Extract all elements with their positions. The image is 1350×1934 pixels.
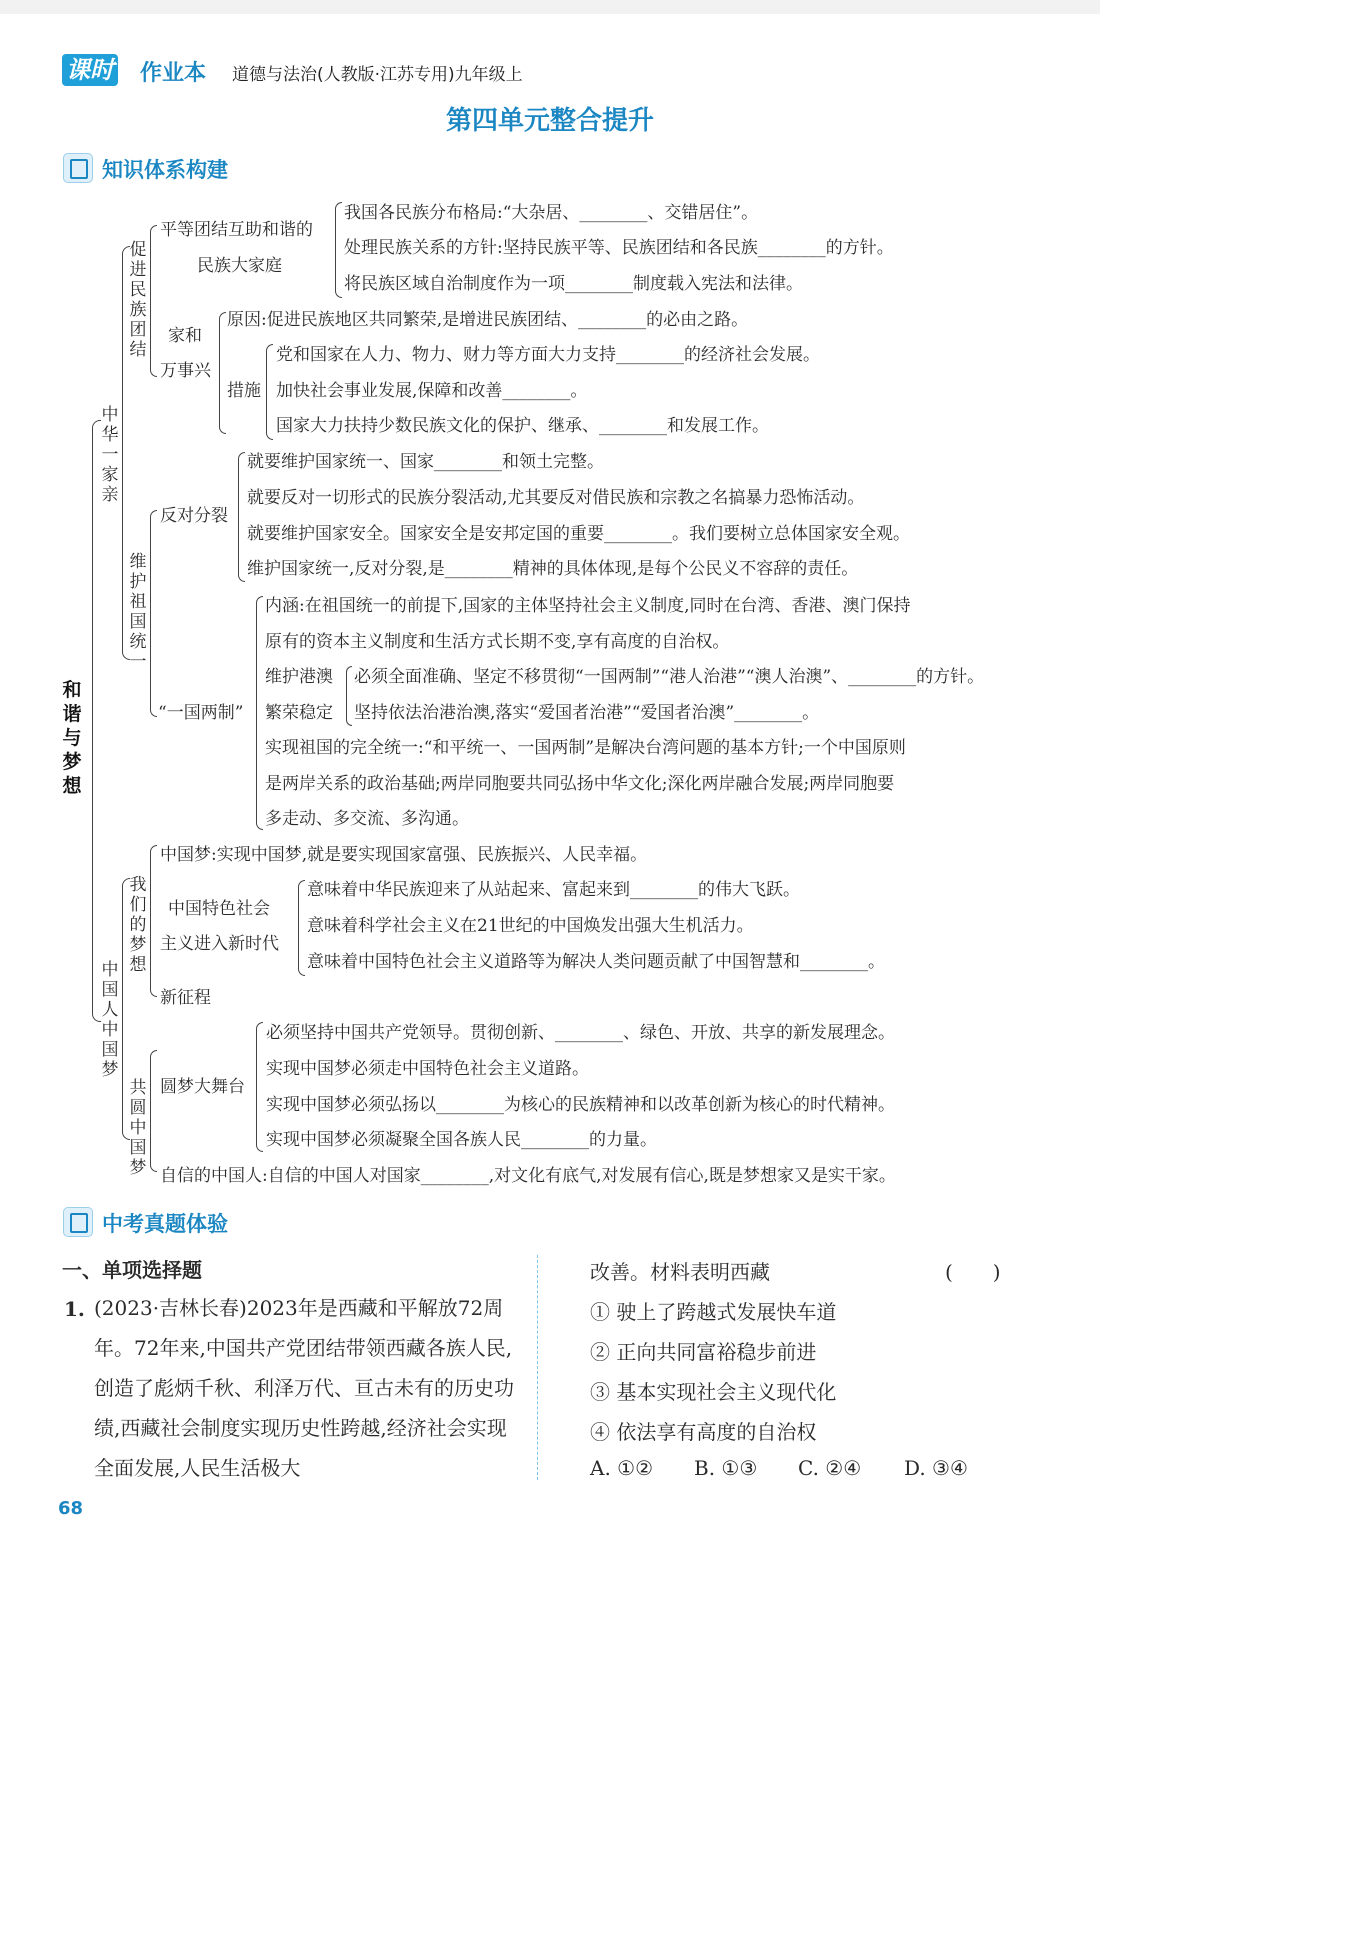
branch-b-label: 中国人中国梦 — [101, 960, 119, 1080]
exam-part-title: 一、单项选择题 — [62, 1258, 202, 1282]
top-scan-margin — [0, 0, 1100, 14]
branch-a-label: 中华一家亲 — [101, 405, 119, 505]
a2a-item-4: 维护国家统一,反对分裂,是________精神的具体体现,是每个公民义不容辞的责任。 — [247, 559, 859, 579]
b2a-item-2: 实现中国梦必须走中国特色社会主义道路。 — [266, 1059, 589, 1079]
root-bracket — [92, 420, 101, 1022]
b2a-item-4: 实现中国梦必须凝聚全国各族人民________的力量。 — [266, 1130, 657, 1150]
a1b-label-2: 万事兴 — [160, 361, 211, 381]
section-knowledge-icon — [63, 153, 93, 183]
branch-b1-label: 我们的梦想 — [129, 875, 147, 975]
statement-option-3: ③ 基本实现社会主义现代化 — [590, 1380, 837, 1404]
b1-era-bracket — [298, 880, 305, 976]
a2b-taiwan-3: 多走动、多交流、多沟通。 — [265, 809, 469, 829]
b1-dream: 中国梦:实现中国梦,就是要实现国家富强、民族振兴、人民幸福。 — [160, 845, 648, 865]
branch-b2-label: 共圆中国梦 — [129, 1078, 147, 1178]
a2b-label: “一国两制” — [158, 703, 244, 723]
a2a-label: 反对分裂 — [160, 506, 228, 526]
a1b-measure-1: 党和国家在人力、物力、财力等方面大力支持________的经济社会发展。 — [276, 345, 820, 365]
a1b-measure-2: 加快社会事业发展,保障和改善________。 — [276, 381, 588, 401]
tree-root-label: 和谐与梦想 — [62, 679, 82, 797]
answer-parentheses[interactable]: ( ) — [945, 1260, 1001, 1284]
section-knowledge-title: 知识体系构建 — [102, 158, 228, 182]
a2b-meaning-1: 内涵:在祖国统一的前提下,国家的主体坚持社会主义制度,同时在台湾、香港、澳门保持 — [265, 596, 911, 616]
a2b-hk-label-2: 繁荣稳定 — [265, 703, 333, 723]
a2a-item-2: 就要反对一切形式的民族分裂活动,尤其要反对借民族和宗教之名搞暴力恐怖活动。 — [247, 488, 865, 508]
a2b-hk-bracket — [346, 666, 352, 726]
b2a-item-3: 实现中国梦必须弘扬以________为核心的民族精神和以改革创新为核心的时代精神。 — [266, 1095, 895, 1115]
a1b-measures-bracket — [266, 344, 273, 440]
question-1-stem: (2023·吉林长春)2023年是西藏和平解放72周年。72年来,中国共产党团结带领西藏各族人民,创造了彪炳千秋、利泽万代、亘古未有的历史功绩,西藏社会制度实现历史性跨越,经济社会实现全面发展,人民生活极大 — [94, 1296, 514, 1480]
a1a-label-2: 民族大家庭 — [197, 256, 282, 276]
unit-title: 第四单元整合提升 — [445, 106, 654, 136]
b1-era-item-3: 意味着中国特色社会主义道路等为解决人类问题贡献了中国智慧和________。 — [307, 952, 885, 972]
section-exam-icon — [63, 1207, 93, 1237]
question-1-number: 1. — [64, 1297, 85, 1321]
series-title: 作业本 — [140, 61, 207, 86]
subject-title: 道德与法治(人教版·江苏专用)九年级上 — [232, 65, 523, 85]
b2a-label: 圆梦大舞台 — [160, 1077, 245, 1097]
a2b-bracket — [256, 596, 263, 830]
choice-a[interactable]: A. ①② — [590, 1456, 654, 1480]
a2a-bracket — [238, 452, 245, 582]
b2b-item: 自信的中国人:自信的中国人对国家________,对文化有底气,对发展有信心,既是梦想家又是实干家。 — [160, 1166, 896, 1186]
branch-a2-bracket — [150, 510, 157, 717]
branch-a1-bracket — [150, 225, 157, 377]
statement-option-2: ② 正向共同富裕稳步前进 — [590, 1340, 817, 1364]
choice-c[interactable]: C. ②④ — [798, 1456, 862, 1480]
branch-a1-label: 促进民族团结 — [129, 240, 147, 360]
a2b-taiwan-2: 是两岸关系的政治基础;两岸同胞要共同弘扬中华文化;深化两岸融合发展;两岸同胞要 — [265, 774, 895, 794]
statement-option-1: ① 驶上了跨越式发展快车道 — [590, 1300, 837, 1324]
branch-a2-label: 维护祖国统一 — [129, 552, 147, 672]
section-exam-title: 中考真题体验 — [102, 1212, 228, 1236]
b1-era-label-2: 主义进入新时代 — [160, 934, 279, 954]
statement-option-4: ④ 依法享有高度的自治权 — [590, 1420, 817, 1444]
a1a-item-1: 我国各民族分布格局:“大杂居、________、交错居住”。 — [344, 203, 759, 223]
a1b-measure-3: 国家大力扶持少数民族文化的保护、继承、________和发展工作。 — [276, 416, 769, 436]
a1a-item-2: 处理民族关系的方针:坚持民族平等、民族团结和各民族________的方针。 — [344, 238, 894, 258]
a1a-item-3: 将民族区域自治制度作为一项________制度载入宪法和法律。 — [344, 274, 803, 294]
b1-era-item-1: 意味着中华民族迎来了从站起来、富起来到________的伟大飞跃。 — [307, 880, 800, 900]
column-divider — [537, 1255, 538, 1480]
b1-era-label-1: 中国特色社会 — [168, 899, 270, 919]
a1b-label: 家和 — [168, 326, 202, 346]
a2a-item-1: 就要维护国家统一、国家________和领土完整。 — [247, 452, 604, 472]
b1-era-item-2: 意味着科学社会主义在21世纪的中国焕发出强大生机活力。 — [307, 916, 754, 936]
a1b-reason: 原因:促进民族地区共同繁荣,是增进民族团结、________的必由之路。 — [227, 310, 749, 330]
a1b-measures-label: 措施 — [227, 381, 261, 401]
branch-b1-bracket — [150, 845, 157, 997]
a2b-hk-item-2: 坚持依法治港治澳,落实“爱国者治港”“爱国者治澳”________。 — [354, 703, 820, 723]
a2b-hk-label-1: 维护港澳 — [265, 667, 333, 687]
a1a-bracket — [335, 202, 342, 298]
a2a-item-3: 就要维护国家安全。国家安全是安邦定国的重要________。我们要树立总体国家安全观。 — [247, 524, 910, 544]
b1-new-journey: 新征程 — [160, 988, 211, 1008]
page-number: 68 — [58, 1498, 84, 1519]
branch-b2-bracket — [150, 1050, 157, 1172]
question-1-stem-continued: 改善。材料表明西藏 — [590, 1260, 770, 1284]
a1a-label: 平等团结互助和谐的 — [160, 220, 313, 240]
a2b-meaning-2: 原有的资本主义制度和生活方式长期不变,享有高度的自治权。 — [265, 632, 730, 652]
brand-badge: 课时 — [62, 54, 118, 86]
choice-d[interactable]: D. ③④ — [904, 1456, 968, 1480]
a1b-bracket — [219, 312, 226, 434]
a2b-hk-item-1: 必须全面准确、坚定不移贯彻“一国两制”“港人治港”“澳人治澳”、________的方针。 — [354, 667, 985, 687]
b2a-bracket — [256, 1022, 263, 1152]
choice-b[interactable]: B. ①③ — [694, 1456, 758, 1480]
b2a-item-1: 必须坚持中国共产党领导。贯彻创新、________、绿色、开放、共享的新发展理念。 — [266, 1023, 895, 1043]
a2b-taiwan-1: 实现祖国的完全统一:“和平统一、一国两制”是解决台湾问题的基本方针;一个中国原则 — [265, 738, 906, 758]
